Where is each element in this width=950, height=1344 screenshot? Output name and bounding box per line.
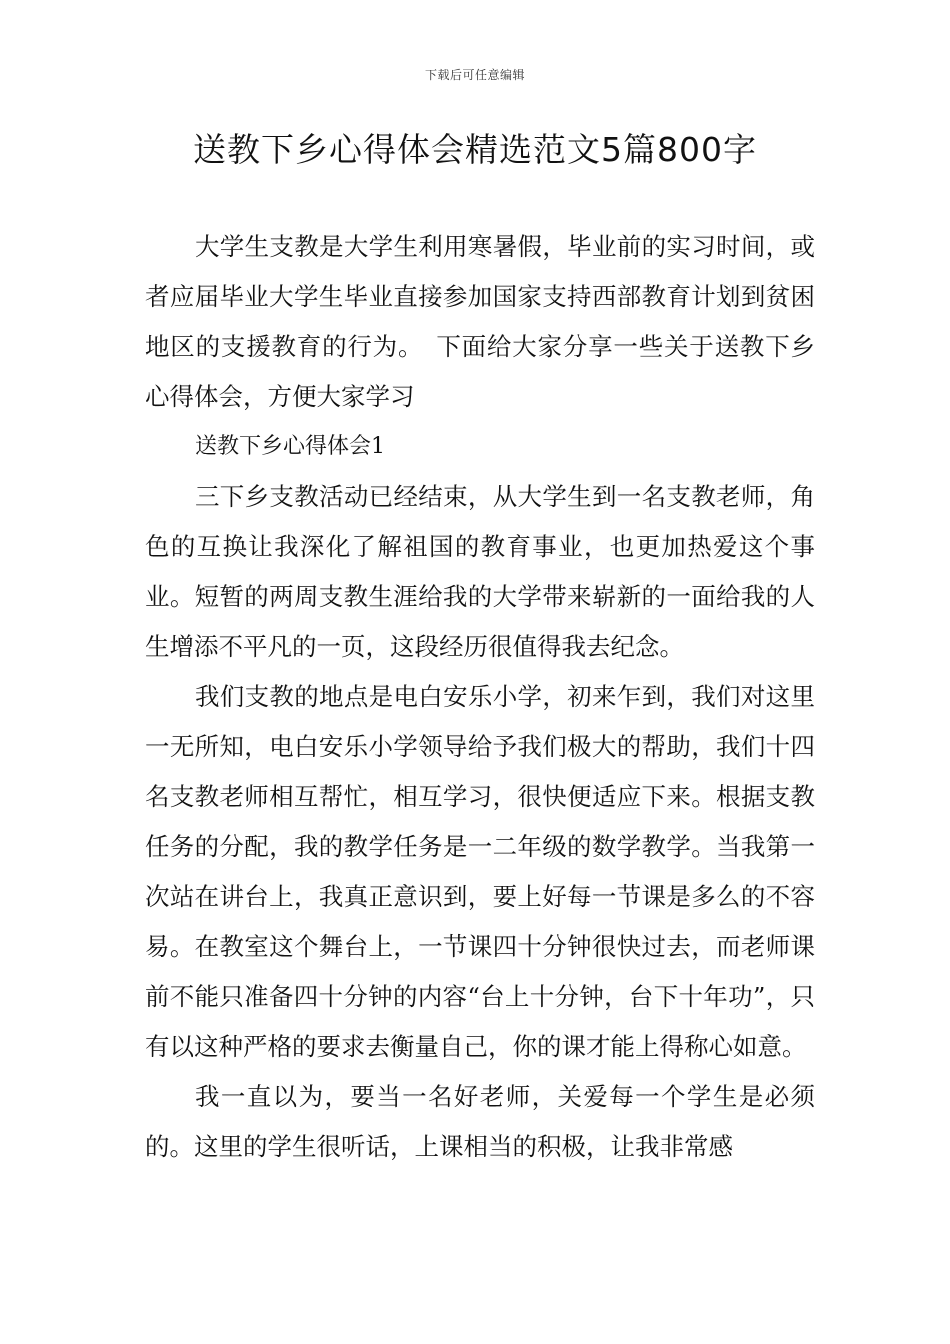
header-note: 下载后可任意编辑 [424, 68, 525, 82]
section-heading: 送教下乡心得体会1 [195, 434, 385, 459]
intro-paragraph: 大学生支教是大学生利用寒暑假，毕业前的实习时间，或者应届毕业大学生毕业直接参加国家支持西部教育计划到贫困地区的支援教育的行为。 下面给大家分享一些关于送教下乡心得体会，方便大家学习 [145, 232, 815, 411]
body-paragraph-2: 我们支教的地点是电白安乐小学，初来乍到，我们对这里一无所知，电白安乐小学领导给予我们极大的帮助，我们十四名支教老师相互帮忙，相互学习，很快便适应下来。根据支教任务的分配，我的教学任务是一二年级的数学教学。当我第一次站在讲台上，我真正意识到，要上好每一节课是多么的不容易。在教室这个舞台上，一节课四十分钟很快过去，而老师课前不能只准备四十分钟的内容“台上十分钟，台下十年功”，只有以这种严格的要求去衡量自己，你的课才能上得称心如意。 [145, 682, 815, 1061]
document-body [145, 222, 815, 1172]
body-paragraph-3: 我一直以为，要当一名好老师，关爱每一个学生是必须的。这里的学生很听话，上课相当的积极，让我非常感 [145, 1082, 815, 1161]
body-paragraph-1: 三下乡支教活动已经结束，从大学生到一名支教老师，角色的互换让我深化了解祖国的教育事业，也更加热爱这个事业。短暂的两周支教生涯给我的大学带来崭新的一面给我的人生增添不平凡的一页，这段经历很值得我去纪念。 [145, 482, 815, 661]
document-title: 送教下乡心得体会精选范文5篇800字 [193, 130, 757, 169]
